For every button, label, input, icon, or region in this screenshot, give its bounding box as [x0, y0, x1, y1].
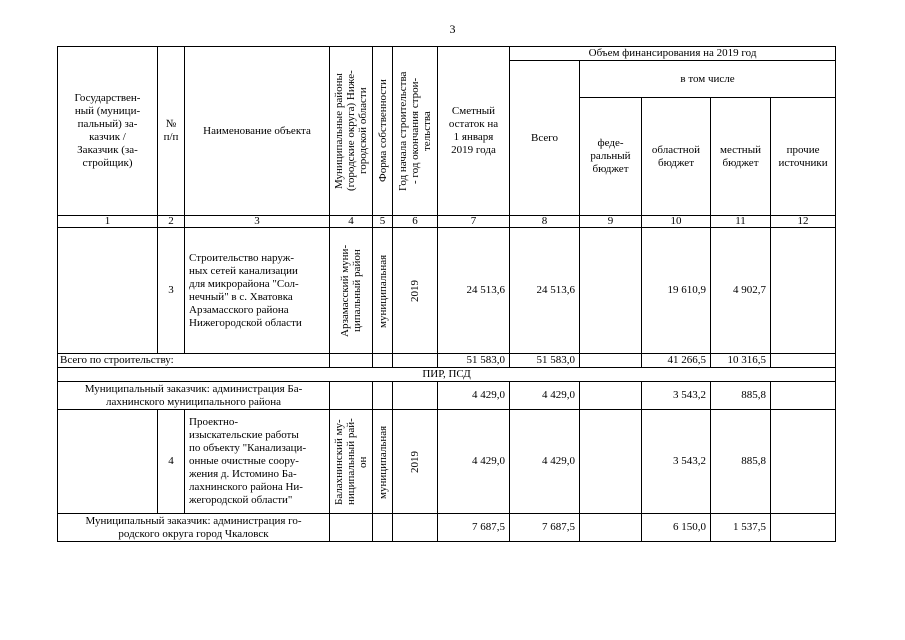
- table-row: [58, 354, 836, 368]
- header-funding-group: Объем финансирования на 2019 год: [510, 47, 836, 61]
- header-local: местный бюджет: [711, 98, 771, 216]
- total-construction-estimate: 51 583,0: [438, 354, 510, 368]
- header-regional: областной бюджет: [642, 98, 711, 216]
- customer-balakhna-regional: 3 543,2: [642, 382, 711, 410]
- header-years-text: Год начала строительства - год окончания строи- тельства: [397, 71, 433, 191]
- header-ownership-text: Форма собственности: [376, 79, 389, 183]
- header-estimate: Сметный остаток на 1 января 2019 года: [438, 47, 510, 216]
- row3-estimate: 24 513,6: [438, 228, 510, 354]
- row4-district: [330, 410, 373, 514]
- customer-chkalovsk-label: Муниципальный заказчик: администрация го- родского округа город Чкаловск: [58, 514, 330, 542]
- customer-balakhna-estimate: 4 429,0: [438, 382, 510, 410]
- row4-estimate: 4 429,0: [438, 410, 510, 514]
- row3-year-text: 2019: [409, 279, 421, 302]
- row3-district-text: Арзамасский муни- ципальный район: [339, 244, 363, 337]
- column-index: 5: [373, 216, 393, 228]
- column-index: 8: [510, 216, 580, 228]
- column-index: 12: [771, 216, 836, 228]
- row4-ownership-text: муниципальная: [376, 424, 389, 499]
- header-total: Всего: [510, 61, 580, 216]
- column-index: 4: [330, 216, 373, 228]
- customer-balakhna-local: 885,8: [711, 382, 771, 410]
- row4-num: 4: [158, 410, 185, 514]
- funding-table: [57, 46, 836, 542]
- row3-num: 3: [158, 228, 185, 354]
- customer-chkalovsk-total: 7 687,5: [510, 514, 580, 542]
- customer-chkalovsk-estimate: 7 687,5: [438, 514, 510, 542]
- row3-customer: [58, 228, 158, 354]
- header-districts: [330, 47, 373, 216]
- section-title: ПИР, ПСД: [58, 368, 836, 382]
- table-row: [58, 410, 836, 514]
- column-index: 11: [711, 216, 771, 228]
- row4-total: 4 429,0: [510, 410, 580, 514]
- header-customer: Государствен- ный (муници- пальный) за- казчик / Заказчик (за- стройщик): [58, 47, 158, 216]
- column-index-row: [58, 216, 836, 228]
- row3-name: Строительство наруж- ных сетей канализации для микрорайона "Сол- нечный" в с. Хватовка Арзамасского района Нижегородской области: [185, 228, 330, 354]
- header-years: [393, 47, 438, 216]
- row4-ownership: [373, 410, 393, 514]
- row3-district: [330, 228, 373, 354]
- customer-chkalovsk-regional: 6 150,0: [642, 514, 711, 542]
- page-number: 3: [449, 22, 456, 36]
- row4-name: Проектно- изыскательские работы по объекту "Канализаци- онные очистные соору- жения д. Истомино Ба- лахнинского района Ни- жегородской области": [185, 410, 330, 514]
- header-other: прочие источники: [771, 98, 836, 216]
- row4-year: [393, 410, 438, 514]
- row3-ownership: [373, 228, 393, 354]
- row3-total: 24 513,6: [510, 228, 580, 354]
- row4-district-text: Балахнинский му- ниципальный рай- он: [333, 418, 369, 505]
- row3-ownership-text: муниципальная: [376, 253, 389, 328]
- customer-chkalovsk-local: 1 537,5: [711, 514, 771, 542]
- column-index: 3: [185, 216, 330, 228]
- header-ownership: [373, 47, 393, 216]
- total-construction-regional: 41 266,5: [642, 354, 711, 368]
- row4-local: 885,8: [711, 410, 771, 514]
- header-object-name: Наименование объекта: [185, 47, 330, 216]
- column-index: 9: [580, 216, 642, 228]
- column-index: 10: [642, 216, 711, 228]
- column-index: 6: [393, 216, 438, 228]
- customer-balakhna-total: 4 429,0: [510, 382, 580, 410]
- total-construction-total: 51 583,0: [510, 354, 580, 368]
- header-including: в том числе: [580, 61, 836, 98]
- table-row: [58, 514, 836, 542]
- column-index: 1: [58, 216, 158, 228]
- row4-regional: 3 543,2: [642, 410, 711, 514]
- column-index: 2: [158, 216, 185, 228]
- row3-year: [393, 228, 438, 354]
- customer-balakhna-label: Муниципальный заказчик: администрация Ба- лахнинского муниципального района: [58, 382, 330, 410]
- table-row: [58, 382, 836, 410]
- header-federal: феде- ральный бюджет: [580, 98, 642, 216]
- row4-customer: [58, 410, 158, 514]
- row3-federal: [580, 228, 642, 354]
- row3-regional: 19 610,9: [642, 228, 711, 354]
- table-row: [58, 228, 836, 354]
- total-construction-local: 10 316,5: [711, 354, 771, 368]
- row3-other: [771, 228, 836, 354]
- row4-year-text: 2019: [409, 450, 421, 473]
- column-index: 7: [438, 216, 510, 228]
- row3-local: 4 902,7: [711, 228, 771, 354]
- total-construction-label: Всего по строительству:: [58, 354, 330, 368]
- header-num: № п/п: [158, 47, 185, 216]
- header-districts-text: Муниципальные районы (городские округа) Ниже- городской области: [333, 70, 369, 192]
